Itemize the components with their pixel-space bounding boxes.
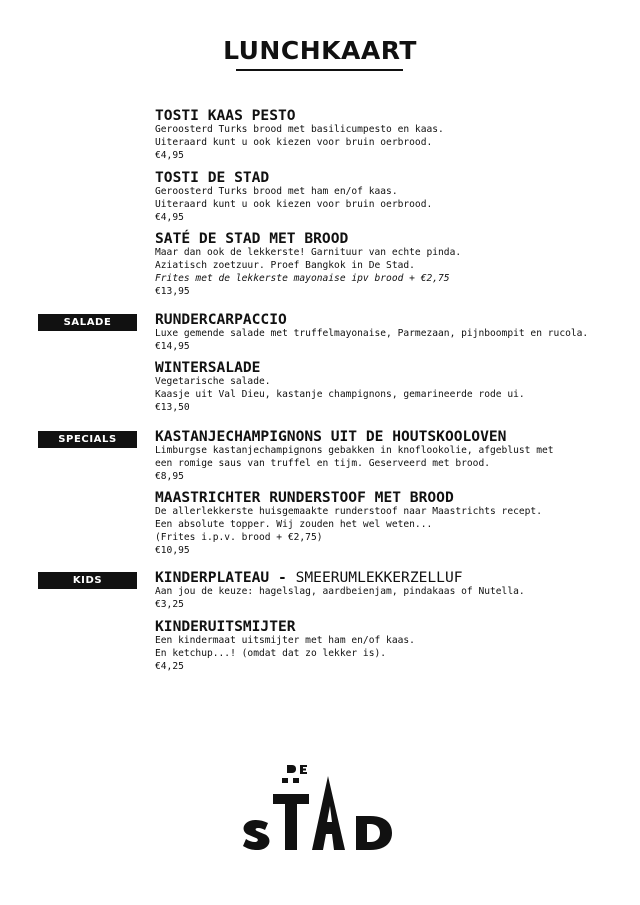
- category-label-specials: SPECIALS: [38, 431, 137, 448]
- page-title: LUNCHKAART: [223, 36, 417, 65]
- item-price: €3,25: [155, 598, 184, 610]
- item-name: KINDERUITSMIJTER: [155, 618, 296, 635]
- logo-letter-d: [356, 816, 392, 850]
- item-description: Limburgse kastanjechampignons gebakken in knoflookolie, afgeblust met: [155, 445, 554, 456]
- item-price: €10,95: [155, 544, 190, 556]
- item-description: een romige saus van truffel en tijm. Geserveerd met brood.: [155, 457, 491, 469]
- item-name: WINTERSALADE: [155, 359, 261, 376]
- item-description: Een absolute topper. Wij zouden het wel weten...: [155, 518, 433, 530]
- item-description: Maar dan ook de lekkerste! Garnituur van echte pinda.: [155, 247, 462, 258]
- title-underline: [236, 69, 403, 71]
- menu-item-kinderplateau: [155, 569, 615, 612]
- item-name: SATÉ DE STAD MET BROOD: [155, 230, 349, 247]
- item-name: RUNDERCARPACCIO: [155, 311, 287, 328]
- logo-letter-a: [312, 776, 345, 850]
- item-description: Aan jou de keuze: hagelslag, aardbeienjam, pindakaas of Nutella.: [155, 586, 525, 597]
- item-price: €13,95: [155, 285, 190, 297]
- item-price: €4,95: [155, 149, 184, 161]
- de-stad-logo: [232, 758, 412, 854]
- item-note: Frites met de lekkerste mayonaise ipv brood + €2,75: [155, 272, 450, 284]
- item-description: Aziatisch zoetzuur. Proef Bangkok in De Stad.: [155, 259, 415, 271]
- logo-de-small: [287, 765, 307, 774]
- item-name: KASTANJECHAMPIGNONS UIT DE HOUTSKOOLOVEN: [155, 428, 507, 445]
- item-description: Geroosterd Turks brood met ham en/of kaas.: [155, 186, 398, 197]
- item-name: TOSTI KAAS PESTO: [155, 107, 296, 124]
- logo-letter-s: [243, 820, 269, 850]
- item-price: €13,50: [155, 401, 190, 413]
- menu-item-wintersalade: [155, 359, 615, 415]
- item-description: Uiteraard kunt u ook kiezen voor bruin oerbrood.: [155, 136, 433, 148]
- item-price: €8,95: [155, 470, 184, 482]
- item-description: (Frites i.p.v. brood + €2,75): [155, 531, 323, 543]
- item-name-suffix: SMEERUMLEKKERZELLUF: [295, 569, 463, 586]
- item-name: TOSTI DE STAD: [155, 169, 270, 186]
- menu-item-maastrichter-runderstoof: [155, 489, 615, 558]
- item-description: En ketchup...! (omdat dat zo lekker is).: [155, 647, 387, 659]
- menu-item-rundercarpaccio: [155, 311, 615, 354]
- item-price: €14,95: [155, 340, 190, 352]
- item-price: €4,25: [155, 660, 184, 672]
- item-price: €4,95: [155, 211, 184, 223]
- item-description: Een kindermaat uitsmijter met ham en/of kaas.: [155, 635, 415, 646]
- logo-letter-t: [273, 778, 309, 850]
- category-label-salade: SALADE: [38, 314, 137, 331]
- category-label-kids: KIDS: [38, 572, 137, 589]
- item-description: Geroosterd Turks brood met basilicumpesto en kaas.: [155, 124, 444, 135]
- item-description: Vegetarische salade.: [155, 376, 271, 387]
- menu-item-tosti-kaas-pesto: [155, 107, 615, 163]
- menu-item-tosti-de-stad: [155, 169, 615, 225]
- item-name: [155, 569, 615, 586]
- item-name-main: KINDERPLATEAU -: [155, 569, 287, 586]
- item-name: MAASTRICHTER RUNDERSTOOF MET BROOD: [155, 489, 454, 506]
- menu-item-sate-de-stad: [155, 230, 615, 299]
- item-description: De allerlekkerste huisgemaakte runderstoof naar Maastrichts recept.: [155, 506, 542, 517]
- item-description: Kaasje uit Val Dieu, kastanje champignons, gemarineerde rode ui.: [155, 388, 525, 400]
- item-description: Uiteraard kunt u ook kiezen voor bruin oerbrood.: [155, 198, 433, 210]
- menu-item-kinderuitsmijter: [155, 618, 615, 674]
- menu-item-kastanjechampignons: [155, 428, 615, 484]
- item-description: Luxe gemende salade met truffelmayonaise, Parmezaan, pijnboompit en rucola.: [155, 328, 589, 339]
